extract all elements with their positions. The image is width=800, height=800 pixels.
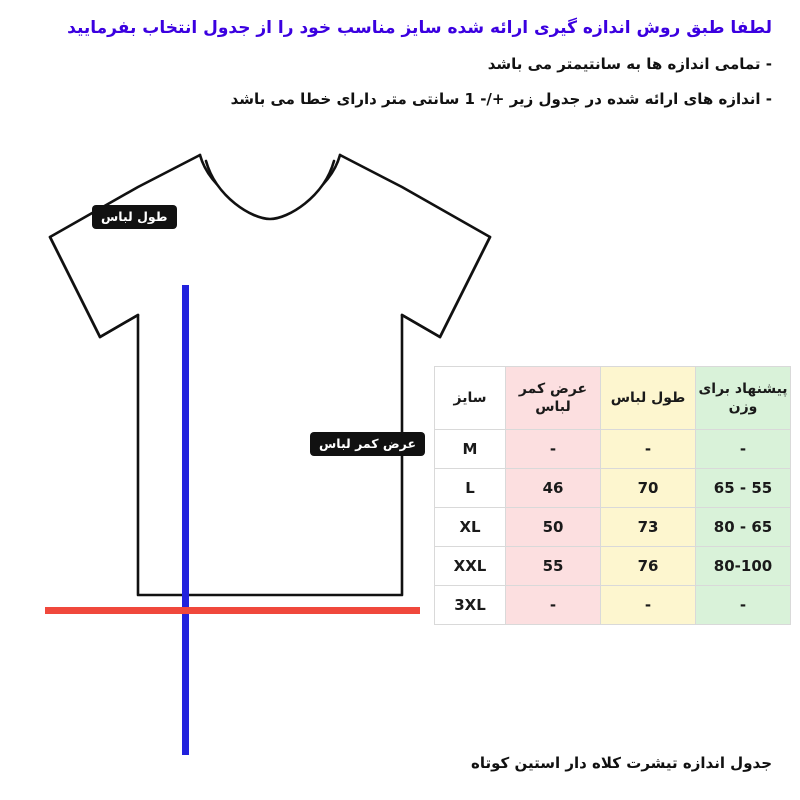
size-table — [434, 366, 791, 625]
cell-length: 70 — [601, 469, 696, 508]
header-weight: پیشنهاد برای وزن — [696, 367, 791, 430]
header-length: طول لباس — [601, 367, 696, 430]
cell-weight: 55 - 65 — [696, 469, 791, 508]
table-header-row — [435, 367, 791, 430]
table-row — [435, 430, 791, 469]
cell-size: XXL — [435, 547, 506, 586]
cell-length: - — [601, 586, 696, 625]
length-measure-line — [182, 285, 189, 755]
header-size: سایز — [435, 367, 506, 430]
cell-chest: 55 — [506, 547, 601, 586]
cell-size: M — [435, 430, 506, 469]
cell-weight: - — [696, 430, 791, 469]
cell-length: - — [601, 430, 696, 469]
table-row — [435, 586, 791, 625]
instruction-note-units: - تمامی اندازه ها به سانتیمتر می باشد — [487, 55, 772, 73]
table-row — [435, 547, 791, 586]
cell-chest: 46 — [506, 469, 601, 508]
instruction-heading: لطفا طبق روش اندازه گیری ارائه شده سایز مناسب خود را از جدول انتخاب بفرمایید — [67, 18, 772, 38]
cell-weight: 65 - 80 — [696, 508, 791, 547]
cell-length: 73 — [601, 508, 696, 547]
cell-size: L — [435, 469, 506, 508]
cell-weight: - — [696, 586, 791, 625]
table-row — [435, 508, 791, 547]
cell-size: 3XL — [435, 586, 506, 625]
callout-length-label: طول لباس — [92, 205, 177, 229]
callout-width-label: عرض کمر لباس — [310, 432, 425, 456]
cell-size: XL — [435, 508, 506, 547]
header-chest: عرض کمر لباس — [506, 367, 601, 430]
cell-chest: - — [506, 586, 601, 625]
cell-length: 76 — [601, 547, 696, 586]
cell-chest: - — [506, 430, 601, 469]
width-measure-line — [45, 607, 420, 614]
table-row — [435, 469, 791, 508]
cell-weight: 80-100 — [696, 547, 791, 586]
instruction-note-tolerance: - اندازه های ارائه شده در جدول زیر +/- 1 سانتی متر دارای خطا می باشد — [230, 90, 772, 108]
cell-chest: 50 — [506, 508, 601, 547]
footer-caption: جدول اندازه تیشرت کلاه دار استین کوتاه — [471, 754, 772, 772]
